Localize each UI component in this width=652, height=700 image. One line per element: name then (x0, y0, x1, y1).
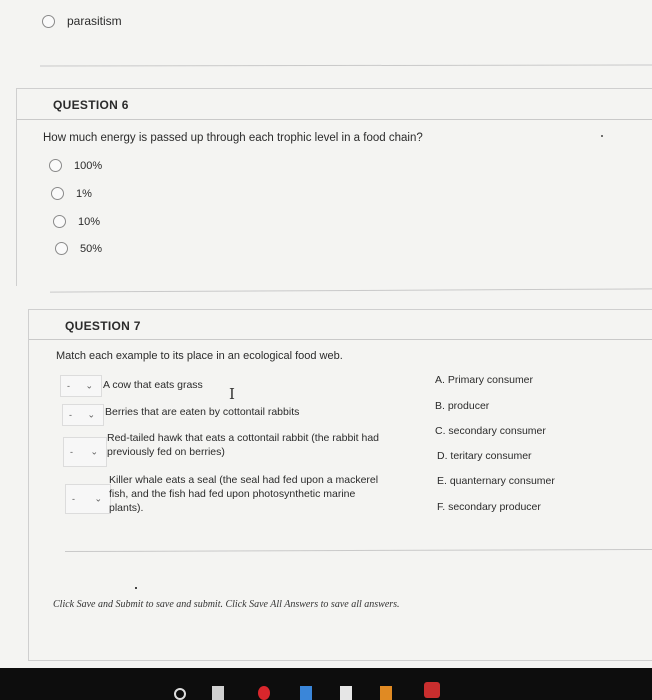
answer-f: F. secondary producer (437, 501, 541, 513)
taskbar-app-icon[interactable] (340, 686, 352, 700)
select-chevron-icon: ⌄ (94, 493, 102, 504)
option-label: 100% (74, 159, 103, 172)
taskbar-app-icon[interactable] (258, 686, 270, 700)
divider (65, 549, 652, 552)
radio-icon[interactable] (42, 15, 55, 28)
select-chevron-icon: ⌄ (87, 409, 95, 420)
question-7-prompt: Match each example to its place in an ecological food web. (56, 350, 343, 362)
divider (40, 64, 652, 66)
q5-option-parasitism[interactable] (42, 14, 122, 28)
answer-a: A. Primary consumer (435, 374, 534, 386)
match-select-1[interactable]: - ⌄ (60, 375, 102, 397)
dot (135, 587, 137, 589)
option-label: 10% (78, 215, 101, 228)
option-label: parasitism (67, 14, 122, 28)
radio-icon[interactable] (55, 242, 68, 255)
option-1[interactable] (51, 187, 92, 200)
match-select-4[interactable]: - ⌄ (65, 484, 111, 514)
question-6-panel (16, 88, 652, 286)
taskbar-app-icon[interactable] (380, 686, 392, 700)
question-6-header: QUESTION 6 (53, 98, 129, 112)
radio-icon[interactable] (51, 187, 64, 200)
answer-d: D. teritary consumer (437, 450, 532, 462)
select-chevron-icon: ⌄ (90, 446, 98, 457)
taskbar (0, 668, 652, 700)
radio-icon[interactable] (53, 215, 66, 228)
match-item-2: Berries that are eaten by cottontail rabbits (105, 406, 300, 418)
radio-icon[interactable] (49, 159, 62, 172)
taskbar-app-icon[interactable] (424, 682, 440, 698)
select-chevron-icon: ⌄ (85, 380, 93, 391)
match-item-4: Killer whale eats a seal (the seal had fed upon a mackerel fish, and the fish had fed upon photosynthetic marine plants). (109, 474, 379, 514)
match-select-3[interactable]: - ⌄ (63, 437, 107, 467)
taskbar-app-icon[interactable] (300, 686, 312, 700)
header-divider (29, 339, 652, 340)
header-divider (17, 119, 652, 120)
question-7-panel (28, 309, 652, 661)
text-cursor-icon: I (229, 385, 235, 403)
answer-b: B. producer (435, 400, 490, 412)
answer-e: E. quanternary consumer (437, 475, 555, 487)
match-item-1: A cow that eats grass (103, 379, 203, 391)
option-label: 50% (80, 242, 103, 255)
option-50[interactable] (55, 242, 102, 255)
option-100[interactable] (49, 159, 102, 172)
question-6-prompt: How much energy is passed up through each trophic level in a food chain? (43, 132, 423, 144)
answer-c: C. secondary consumer (435, 425, 546, 437)
option-label: 1% (76, 187, 92, 200)
match-item-3: Red-tailed hawk that eats a cottontail rabbit (the rabbit had previously fed on berries) (107, 432, 379, 458)
question-7-header: QUESTION 7 (65, 319, 141, 333)
footer-instructions: Click Save and Submit to save and submit. Click Save All Answers to save all answers. (53, 599, 400, 610)
option-10[interactable] (53, 215, 100, 228)
taskbar-app-icon[interactable] (174, 688, 186, 700)
match-select-2[interactable]: - ⌄ (62, 404, 104, 426)
dot (601, 135, 603, 137)
taskbar-app-icon[interactable] (212, 686, 224, 700)
divider (50, 288, 652, 292)
